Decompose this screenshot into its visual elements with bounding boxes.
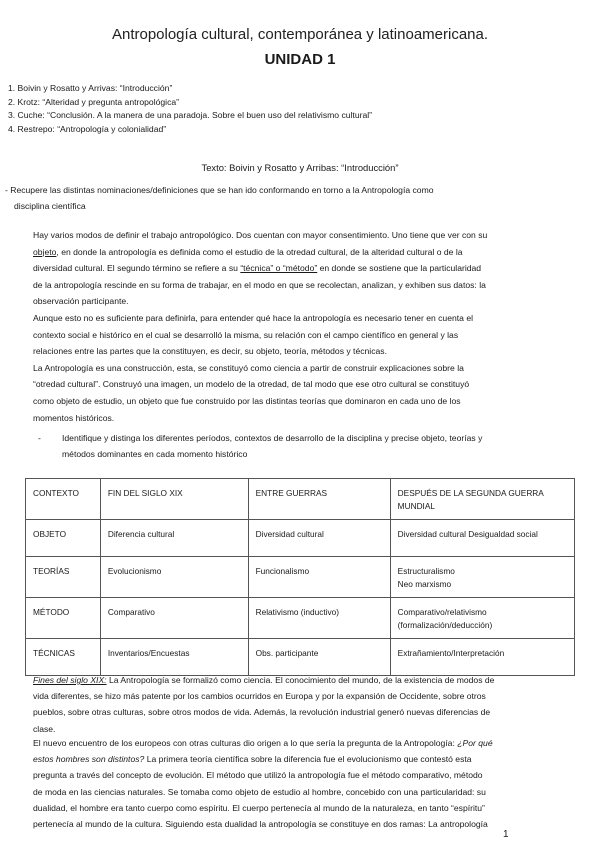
reading-item: 3. Cuche: “Conclusión. A la manera de una paradoja. Sobre el buen uso del relativismo cultural” xyxy=(8,110,373,121)
text-segment: contexto social e histórico en el cual se desarrolló la misma, su relación con el campo científico en general y las xyxy=(33,329,459,340)
emphasis-text: ¿Por qué xyxy=(457,738,493,748)
table-cell: ENTRE GUERRAS xyxy=(248,479,390,520)
text-line xyxy=(33,363,464,374)
page-number: 1 xyxy=(503,829,509,840)
text-line xyxy=(33,313,473,324)
text-segment: Hay varios modos de definir el trabajo antropológico. Dos cuentan con mayor consentimiento. Uno tiene que ver con su xyxy=(33,230,488,240)
row-header-cell: CONTEXTO xyxy=(26,479,101,520)
table-cell: Comparativo xyxy=(100,598,248,639)
text-line xyxy=(33,707,490,718)
table-cell: Obs. participante xyxy=(248,639,390,676)
text-line xyxy=(33,691,486,702)
text-line xyxy=(33,379,469,390)
emphasis-text: estos hombres son distintos? xyxy=(33,754,145,765)
question-line: - Recupere las distintas nominaciones/definiciones que se han ido conformando en torno a la Antropología como xyxy=(5,185,434,195)
question-line: disciplina científica xyxy=(14,201,86,211)
text-line xyxy=(33,754,472,765)
text-line xyxy=(33,675,494,686)
question-line: Identifique y distinga los diferentes períodos, contextos de desarrollo de la disciplina y precise objeto, teorías y xyxy=(62,433,483,443)
text-line xyxy=(33,330,458,341)
text-line xyxy=(33,819,488,830)
text-segment: La primera teoría científica sobre la diferencia fue el evolucionismo que contestó esta xyxy=(144,754,472,765)
table-cell: Diversidad cultural xyxy=(248,520,390,557)
periods-table xyxy=(25,478,575,676)
text-line xyxy=(33,346,387,357)
text-heading: Texto: Boivin y Rosatto y Arribas: “Introducción” xyxy=(201,162,399,173)
reading-item: 2. Krotz: “Alteridad y pregunta antropológica” xyxy=(8,96,180,107)
text-line xyxy=(33,296,129,307)
table-row xyxy=(26,479,575,520)
table-cell: Diferencia cultural xyxy=(100,520,248,557)
row-header-cell: TEORÍAS xyxy=(26,557,101,598)
question-line: métodos dominantes en cada momento histórico xyxy=(62,449,248,459)
text-segment: como objeto de estudio, un objeto que fue construido por las distintas teorías que dominaron en cada uno de los xyxy=(33,396,461,406)
text-segment: en donde se sostiene que la particularidad xyxy=(317,263,482,274)
table-cell: Extrañamiento/Interpretación xyxy=(390,639,574,676)
document-title: Antropología cultural, contemporánea y latinoamericana. xyxy=(111,26,489,43)
reading-item: 1. Boivin y Rosatto y Arrivas: “Introducción” xyxy=(8,83,173,93)
text-segment: pertenecía al mundo de la cultura. Siguiendo esta dualidad la antropología se constituye en dos ramas: La antropología xyxy=(33,819,488,829)
row-header-cell: OBJETO xyxy=(26,520,101,557)
text-line xyxy=(33,724,55,735)
text-segment: La Antropología es una construcción, esta, se constituyó como ciencia a partir de construir explicaciones sobre la xyxy=(33,362,464,373)
text-segment: , en donde la antropología es definida como el estudio de la otredad cultural, de la alteridad cultural o de la xyxy=(56,246,463,257)
text-segment: El nuevo encuentro de los europeos con otras culturas dio origen a lo que sería la pregunta de la Antropología: xyxy=(33,738,458,748)
text-segment: clase. xyxy=(33,723,56,734)
text-line xyxy=(33,263,481,274)
emphasis-text: objeto xyxy=(33,246,57,257)
table-cell: Diversidad cultural Desigualdad social xyxy=(390,520,574,557)
table-cell: Evolucionismo xyxy=(100,557,248,598)
table-row xyxy=(26,557,575,598)
text-segment: Aunque esto no es suficiente para definirla, para entender qué hace la antropología es necesario tener en cuenta el xyxy=(33,313,474,323)
row-header-cell: TÉCNICAS xyxy=(26,639,101,676)
unit-heading: UNIDAD 1 xyxy=(264,51,336,68)
text-segment: momentos históricos. xyxy=(33,412,115,423)
text-segment: pueblos, sobre otras culturas, sobre otros modos de vida. Además, la revolución industrial generó nuevas diferencias de xyxy=(33,707,491,718)
table-row xyxy=(26,639,575,676)
table-cell: Funcionalismo xyxy=(248,557,390,598)
table-cell: Comparativo/relativismo (formalización/deducción) xyxy=(390,598,574,639)
text-segment: dualidad, el hombre era tanto cuerpo como espíritu. El cuerpo pertenecía al mundo de la naturaleza, en tanto “espíritu” xyxy=(33,802,485,813)
table-cell: DESPUÉS DE LA SEGUNDA GUERRA MUNDIAL xyxy=(390,479,574,520)
row-header-cell: MÉTODO xyxy=(26,598,101,639)
table-row xyxy=(26,598,575,639)
text-line xyxy=(33,413,114,424)
text-segment: observación participante. xyxy=(33,296,129,307)
emphasis-text: “técnica” o “método” xyxy=(240,263,318,274)
table-cell: Estructuralismo Neo marxismo xyxy=(390,557,574,598)
reading-item: 4. Restrepo: “Antropología y colonialidad” xyxy=(8,123,167,134)
text-segment: pregunta a través del concepto de evolución. El método que utilizó la antropología fue el método comparativo, método xyxy=(33,770,483,781)
text-segment: de moda en las ciencias naturales. Se tomaba como objeto de estudio al hombre, concebido con una particularidad: su xyxy=(33,786,486,797)
text-segment: vida diferentes, se hizo más patente por los cambios ocurridos en Europa y por la expansión de Occidente, sobre otros xyxy=(33,691,486,702)
text-segment: de la antropología rescinde en su forma de trabajar, en el modo en que se recolectan, analizan, y exhiben sus datos: la xyxy=(33,279,486,290)
table-row xyxy=(26,520,575,557)
text-line xyxy=(33,738,493,749)
text-line xyxy=(33,770,483,781)
table-cell: FIN DEL SIGLO XIX xyxy=(100,479,248,520)
text-line xyxy=(33,396,461,407)
text-segment: “otredad cultural”. Construyó una imagen, un modelo de la otredad, de tal modo que ese otro cultural se constituyó xyxy=(33,379,470,390)
text-line xyxy=(33,230,487,241)
text-line xyxy=(33,803,485,814)
table-cell: Relativismo (inductivo) xyxy=(248,598,390,639)
text-segment: diversidad cultural. El segundo término se refiere a su xyxy=(33,263,241,274)
text-line xyxy=(33,247,463,258)
bullet-dash: - xyxy=(38,433,41,443)
emphasis-text: Fines del siglo XIX: xyxy=(33,675,107,685)
text-line xyxy=(33,280,486,291)
table-cell: Inventarios/Encuestas xyxy=(100,639,248,676)
text-line xyxy=(33,787,486,798)
text-segment: La Antropología se formalizó como ciencia. El conocimiento del mundo, de la existencia de modos de xyxy=(106,675,495,685)
text-segment: relaciones entre las partes que la constituyen, es decir, su objeto, teoría, métodos y técnicas. xyxy=(33,346,387,357)
